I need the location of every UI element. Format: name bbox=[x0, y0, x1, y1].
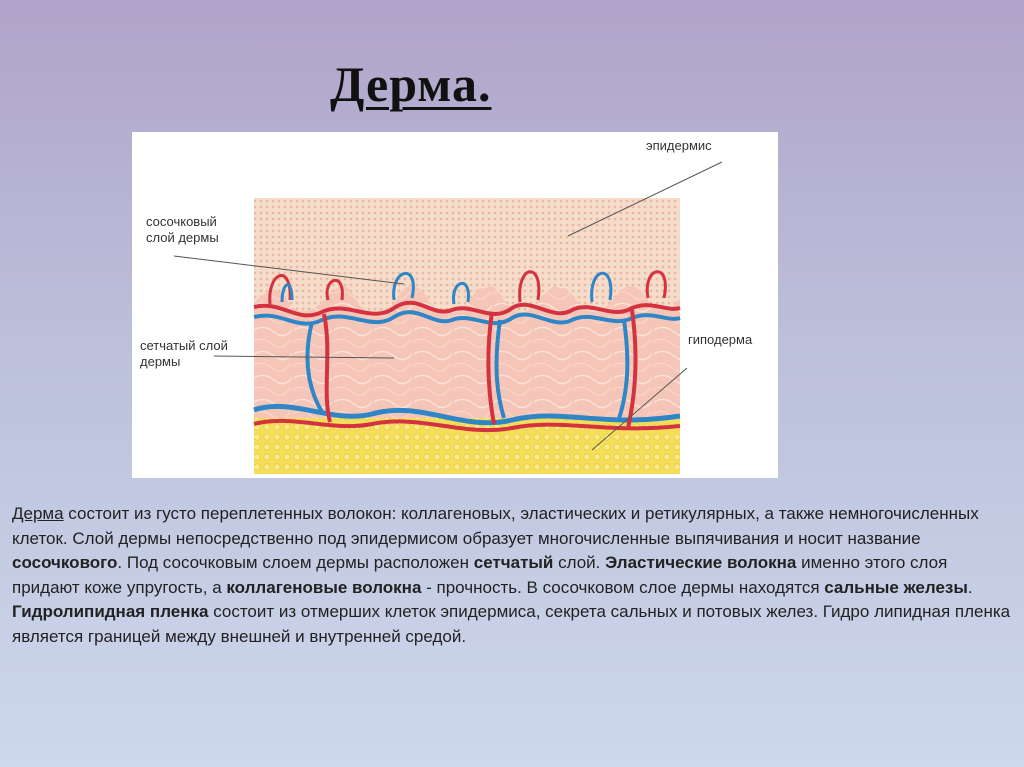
term-elastic-fibers: Эластические волокна bbox=[605, 553, 797, 572]
term-derma: Дерма bbox=[12, 504, 64, 523]
slide-title: Дерма. bbox=[330, 56, 492, 112]
description-text: Дерма состоит из густо переплетенных волокон: коллагеновых, эластических и ретикулярных, а также немногочисленных клеток. Слой дермы непосредственно под эпидермисом образует многочисленные выпячивания и носит название сосочкового. Под сосочковым слоем дермы расположен сетчатый слой. Эластические волокна именно этого слоя придают коже упругость, а коллагеновые волокна - прочность. В сосочковом слое дермы находятся сальные железы. Гидролипидная пленка состоит из отмерших клеток эпидермиса, секрета сальных и потовых желез. Гидро липидная пленка является границей между внешней и внутренней средой. bbox=[12, 504, 1011, 646]
label-epidermis: эпидермис bbox=[646, 138, 712, 153]
skin-layers-illustration bbox=[132, 132, 778, 478]
term-collagen-fibers: коллагеновые волокна bbox=[226, 577, 422, 597]
term-sebaceous-glands: сальные железы bbox=[824, 577, 968, 597]
term-reticular: сетчатый bbox=[473, 553, 554, 572]
skin-diagram bbox=[132, 132, 778, 478]
label-hypodermis: гиподерма bbox=[688, 332, 753, 347]
term-papillary: сосочкового bbox=[12, 553, 118, 572]
term-hydrolipid-film: Гидролипидная пленка bbox=[12, 602, 209, 621]
label-reticular-layer: сетчатый слой дермы bbox=[140, 338, 228, 369]
label-papillary-layer: сосочковый слой дермы bbox=[146, 214, 219, 245]
